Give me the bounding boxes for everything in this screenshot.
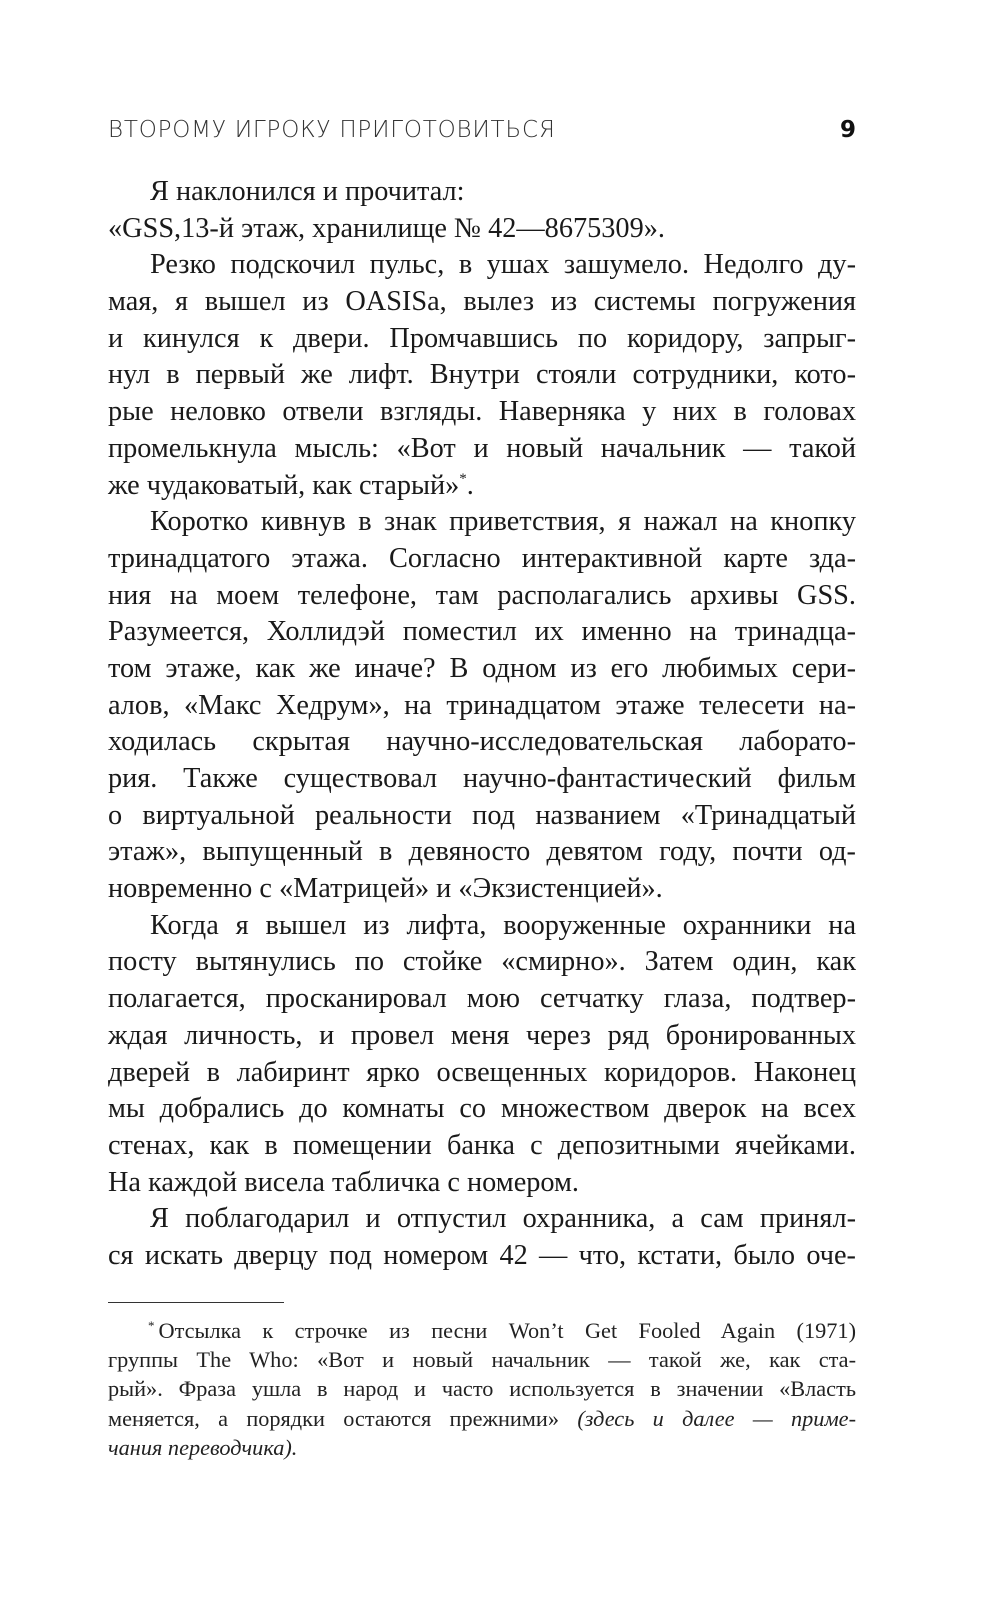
running-title: ВТОРОМУ ИГРОКУ ПРИГОТОВИТЬСЯ bbox=[108, 117, 556, 143]
text-line: нул в первый же лифт. Внутри стояли сотрудники, кото- bbox=[108, 359, 856, 391]
footnote-reference[interactable]: * bbox=[459, 470, 467, 487]
text-line: стенах, как в помещении банка с депозитными ячейками. bbox=[108, 1129, 856, 1161]
text-line: промелькнула мысль: «Вот и новый начальник — такой bbox=[108, 432, 856, 464]
text-line: «GSS,13-й этаж, хранилище № 42—8675309». bbox=[108, 212, 665, 244]
text-line: Разумеется, Холлидэй поместил их именно на тринадца- bbox=[108, 616, 856, 648]
footnote-separator bbox=[108, 1302, 284, 1303]
text-segment: же чудаковатый, как старый» bbox=[108, 469, 460, 501]
footnote-line bbox=[108, 1316, 856, 1345]
page-number: 9 bbox=[839, 117, 856, 143]
text-line: о виртуальной реальности под названием «Тринадцатый bbox=[108, 799, 856, 831]
footnote-text: меняется, а порядки остаются прежними» bbox=[108, 1405, 559, 1431]
text-line: и кинулся к двери. Промчавшись по коридору, запрыг- bbox=[108, 322, 856, 354]
footnote-line: чания переводчика). bbox=[108, 1434, 298, 1460]
text-line: ходилась скрытая научно-исследовательская лаборато- bbox=[108, 726, 856, 758]
footnote-line: рый». Фраза ушла в народ и часто используется в значении «Власть bbox=[108, 1376, 856, 1402]
text-line: мы добрались до комнаты со множеством дверок на всех bbox=[108, 1093, 856, 1125]
text-line: том этаже, как же иначе? В одном из его любимых сери- bbox=[108, 652, 856, 684]
footnote bbox=[108, 1316, 856, 1462]
footnote-line: группы The Who: «Вот и новый начальник — такой же, как ста- bbox=[108, 1347, 856, 1373]
text-line-with-footnote-ref bbox=[108, 468, 856, 505]
body-text bbox=[108, 174, 856, 1275]
text-line: посту вытянулись по стойке «смирно». Затем один, как bbox=[108, 946, 856, 978]
text-line: этаж», выпущенный в девяносто девятом году, почти од- bbox=[108, 836, 856, 868]
text-line: алов, «Макс Хедрум», на тринадцатом этаже телесети на- bbox=[108, 689, 856, 721]
text-line: На каждой висела табличка с номером. bbox=[108, 1166, 579, 1198]
footnote-marker: * bbox=[148, 1318, 155, 1333]
footnote-line bbox=[108, 1404, 856, 1433]
text-line: рые неловко отвели взгляды. Наверняка у них в головах bbox=[108, 396, 856, 428]
text-line: тринадцатого этажа. Согласно интерактивной карте зда- bbox=[108, 542, 856, 574]
text-line: новременно с «Матрицей» и «Экзистенцией». bbox=[108, 873, 663, 905]
text-line: ния на моем телефоне, там располагались архивы GSS. bbox=[108, 579, 856, 611]
text-line: Я наклонился и прочитал: bbox=[150, 176, 465, 207]
footnote-text: Отсылка к строчке из песни Won’t Get Fooled Again (1971) bbox=[158, 1318, 856, 1343]
text-line: Коротко кивнув в знак приветствия, я нажал на кнопку bbox=[150, 506, 856, 538]
text-line: Резко подскочил пульс, в ушах зашумело. Недолго ду- bbox=[150, 249, 856, 281]
text-line: ждая личность, и провел меня через ряд бронированных bbox=[108, 1019, 856, 1051]
text-line: Я поблагодарил и отпустил охранника, а сам принял- bbox=[150, 1203, 856, 1235]
text-line: мая, я вышел из OASISa, вылез из системы погружения bbox=[108, 286, 856, 318]
text-line: Когда я вышел из лифта, вооруженные охранники на bbox=[150, 909, 856, 941]
text-segment: . bbox=[466, 469, 474, 501]
text-line: ся искать дверцу под номером 42 — что, кстати, было оче- bbox=[108, 1239, 856, 1271]
text-line: дверей в лабиринт ярко освещенных коридоров. Наконец bbox=[108, 1056, 856, 1088]
text-line: рия. Также существовал научно-фантастический фильм bbox=[108, 763, 856, 794]
translator-note-italic: (здесь и далее — приме- bbox=[577, 1405, 857, 1431]
text-line: полагается, просканировал мою сетчатку глаза, подтвер- bbox=[108, 983, 856, 1015]
